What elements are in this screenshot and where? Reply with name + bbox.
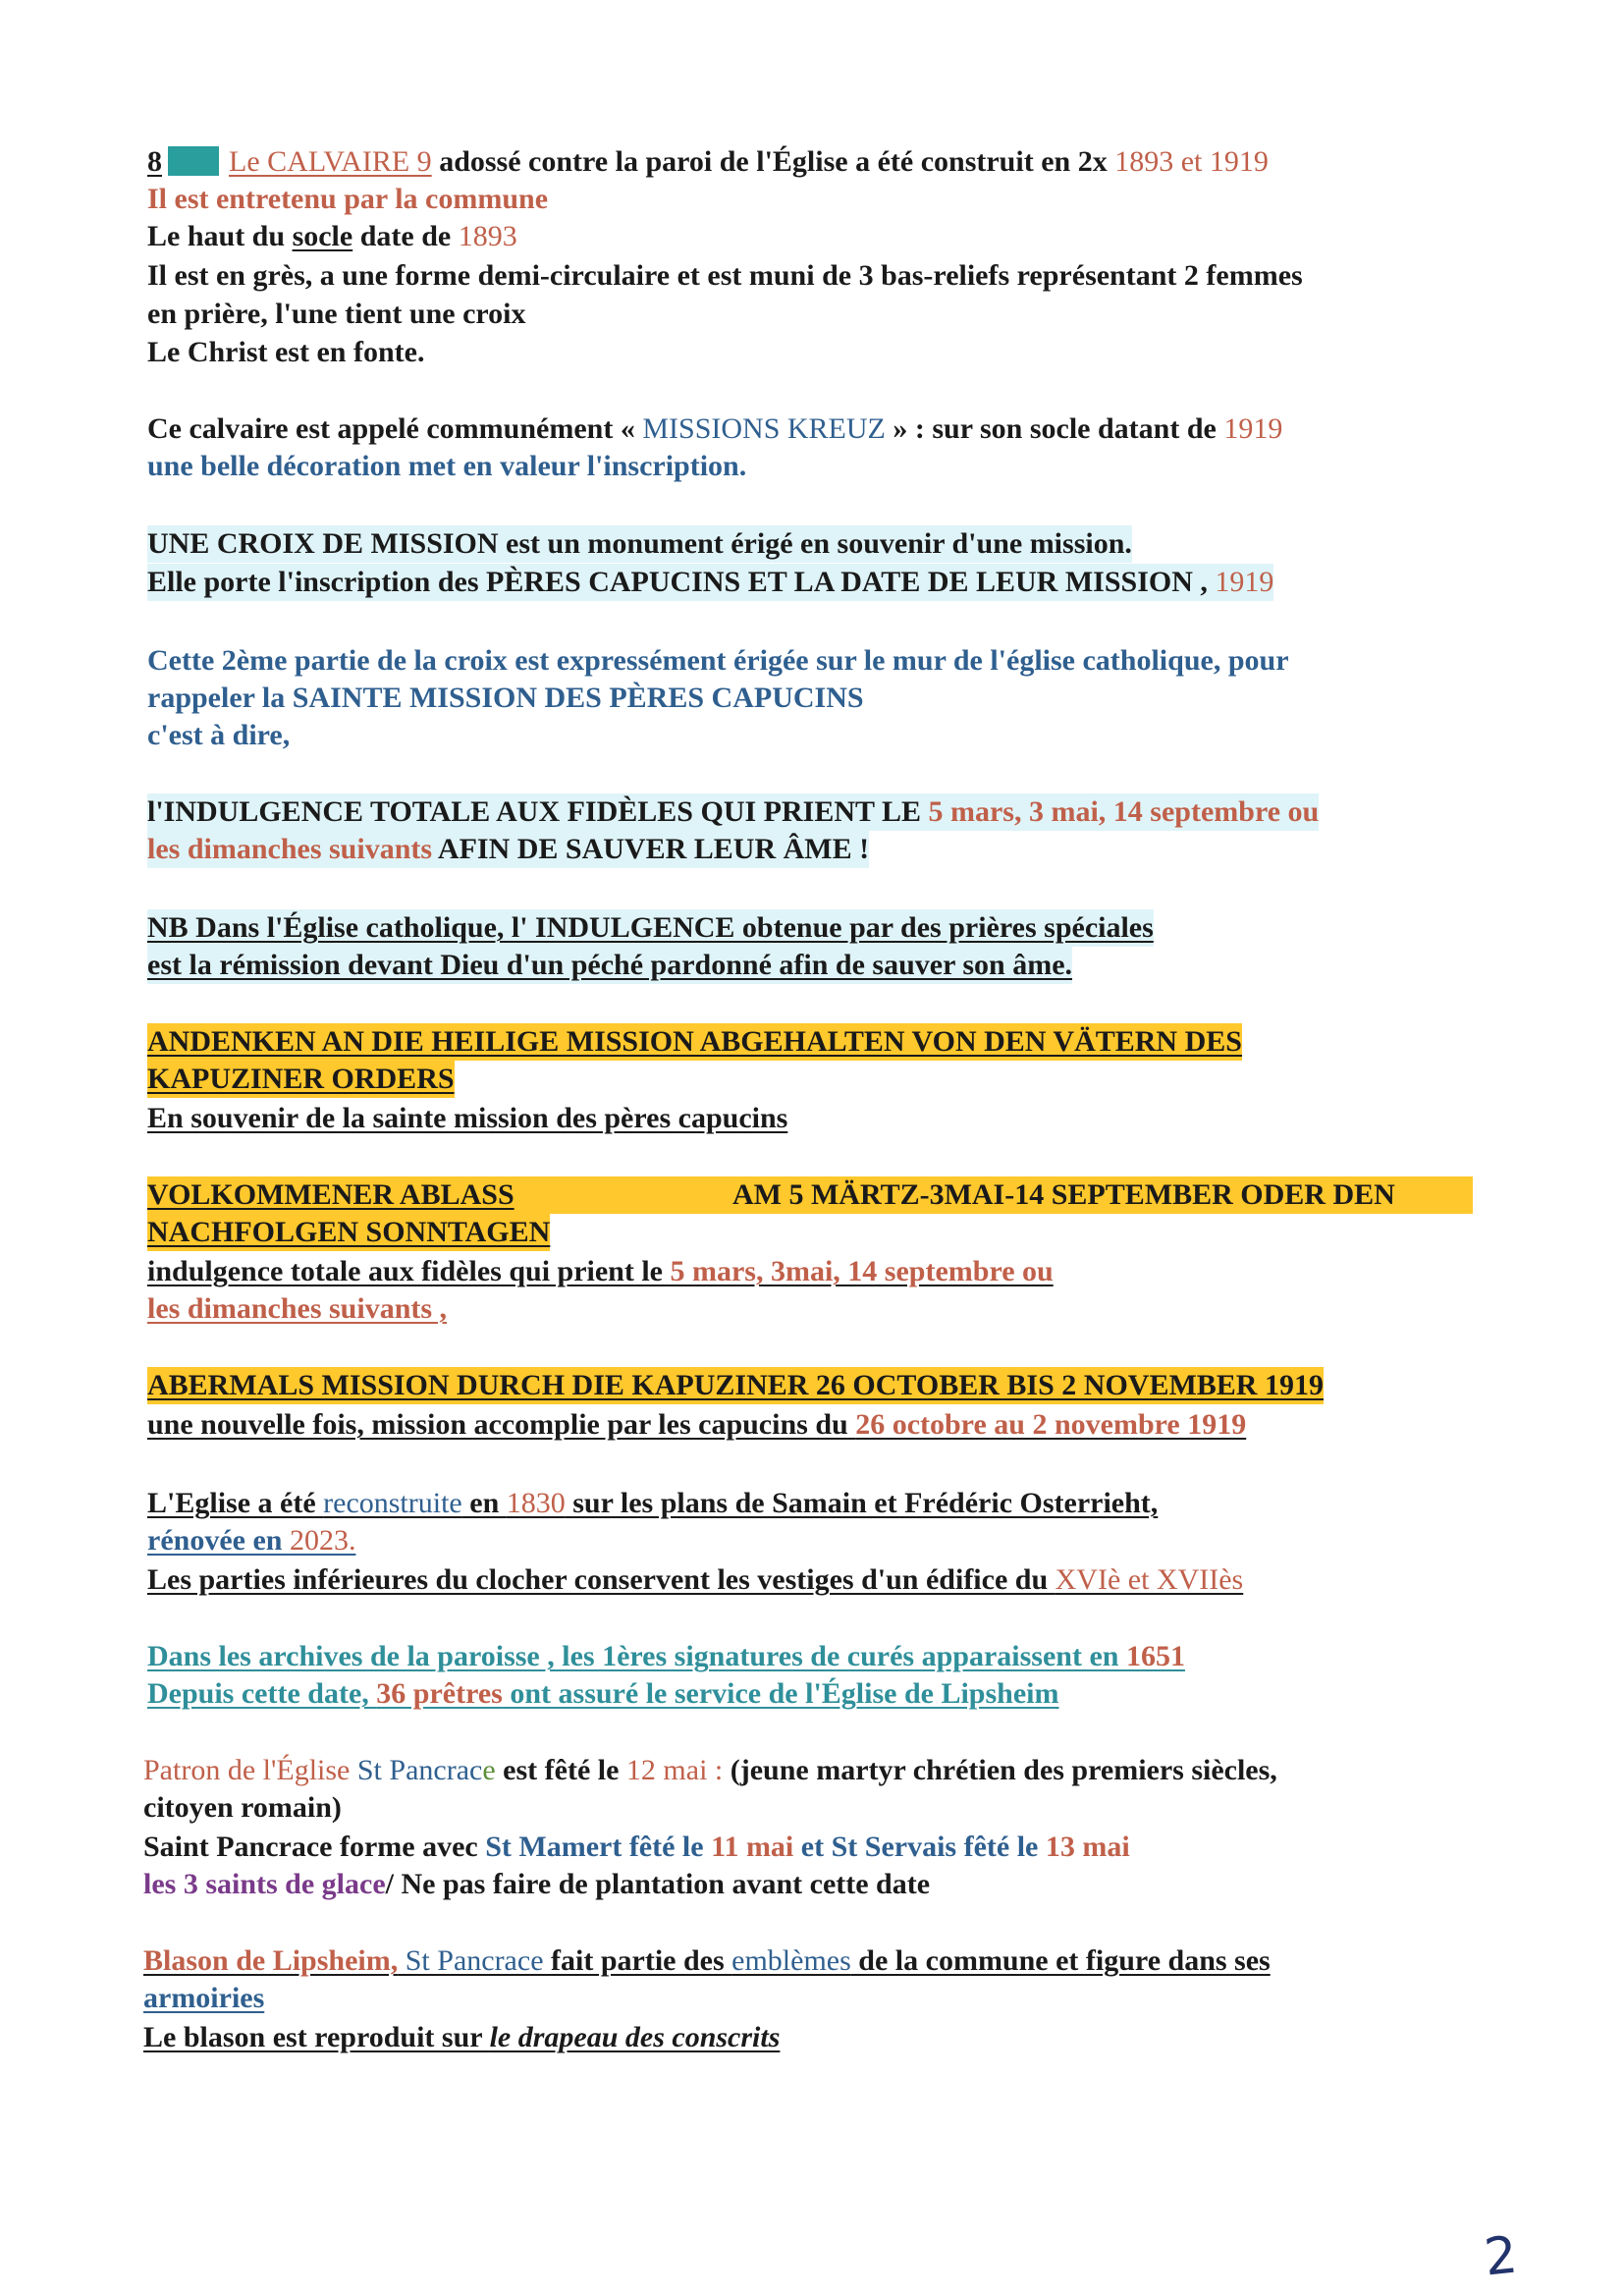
socle-line: Le haut du socle date de 1893 [147, 220, 517, 252]
gres-line: Il est en grès, a une forme demi-circulaire et est muni de 3 bas-reliefs représentant 2 femmes [147, 259, 1303, 292]
calvaire-line: 8 Le CALVAIRE 9 adossé contre la paroi de l'Église a été construit en 2x 1893 et 1919 [147, 145, 1269, 178]
missions-kreuz-line: Ce calvaire est appelé communément « MISSIONS KREUZ » : sur son socle datant de 1919 [147, 412, 1283, 445]
maintenance-line: Il est entretenu par la commune [147, 183, 549, 215]
dimanches-suivants-line: les dimanches suivants , [147, 1292, 448, 1325]
armoiries-line: armoiries [143, 1982, 265, 2014]
nb-line: NB Dans l'Église catholique, l' INDULGENCE obtenue par des prières spéciales [147, 909, 1154, 947]
remission-line: est la rémission devant Dieu d'un péché pardonné afin de sauver son âme. [147, 947, 1072, 984]
nouvelle-fois-line: une nouvelle fois, mission accomplie par les capucins du 26 octobre au 2 novembre 1919 [147, 1408, 1247, 1441]
volkommener-line: VOLKOMMENER ABLASS AM 5 MÄRTZ-3MAI-14 SEPTEMBER ODER DEN [147, 1176, 1473, 1214]
deuxieme-partie-line: Cette 2ème partie de la croix est expressément érigée sur le mur de l'église catholique, pour [147, 644, 1289, 677]
archives-line: Dans les archives de la paroisse , les 1ères signatures de curés apparaissent en 1651 [147, 1640, 1185, 1672]
patron-line: Patron de l'Église St Pancrace est fêté le 12 mai : (jeune martyr chrétien des premiers siècles, [143, 1754, 1277, 1786]
citoyen-line: citoyen romain) [143, 1791, 342, 1824]
pretres-line: Depuis cette date, 36 prêtres ont assuré le service de l'Église de Lipsheim [147, 1677, 1059, 1710]
renovee-line: rénovée en 2023. [147, 1524, 356, 1557]
sainte-mission-line: rappeler la SAINTE MISSION DES PÈRES CAPUCINS [147, 682, 864, 714]
dimanches-line: les dimanches suivants AFIN DE SAUVER LEUR ÂME ! [147, 831, 869, 868]
decoration-line: une belle décoration met en valeur l'inscription. [147, 450, 747, 482]
croix-mission-line: UNE CROIX DE MISSION est un monument érigé en souvenir d'une mission. [147, 525, 1132, 563]
clocher-line: Les parties inférieures du clocher conservent les vestiges d'un édifice du XVIè et XVIIès [147, 1563, 1244, 1596]
abermals-line: ABERMALS MISSION DURCH DIE KAPUZINER 26 OCTOBER BIS 2 NOVEMBER 1919 [147, 1367, 1324, 1404]
kapuziner-orders-line: KAPUZINER ORDERS [147, 1061, 455, 1098]
drapeau-line: Le blason est reproduit sur le drapeau des conscrits [143, 2021, 781, 2053]
nachfolgen-line: NACHFOLGEN SONNTAGEN [147, 1214, 550, 1251]
souvenir-line: En souvenir de la sainte mission des pères capucins [147, 1102, 788, 1134]
inscription-line: Elle porte l'inscription des PÈRES CAPUCINS ET LA DATE DE LEUR MISSION , 1919 [147, 564, 1273, 601]
indulgence-totale-line: indulgence totale aux fidèles qui prient le 5 mars, 3mai, 14 septembre ou [147, 1255, 1054, 1287]
page-number: 2 [1481, 2225, 1521, 2288]
reconstruite-line: L'Eglise a été reconstruite en 1830 sur les plans de Samain et Frédéric Osterrieht, [147, 1487, 1159, 1519]
saints-glace-line: les 3 saints de glace/ Ne pas faire de plantation avant cette date [143, 1868, 931, 1900]
blason-line: Blason de Lipsheim, St Pancrace fait partie des emblèmes de la commune et figure dans ses [143, 1944, 1271, 1977]
christ-line: Le Christ est en fonte. [147, 336, 425, 368]
teal-marker [168, 146, 219, 176]
andenken-line: ANDENKEN AN DIE HEILIGE MISSION ABGEHALTEN VON DEN VÄTERN DES [147, 1023, 1242, 1061]
indulgence-line: l'INDULGENCE TOTALE AUX FIDÈLES QUI PRIENT LE 5 mars, 3 mai, 14 septembre ou [147, 793, 1319, 831]
saint-pancrace-line: Saint Pancrace forme avec St Mamert fêté le 11 mai et St Servais fêté le 13 mai [143, 1831, 1130, 1863]
priere-line: en prière, l'une tient une croix [147, 298, 526, 330]
cest-a-dire-line: c'est à dire, [147, 719, 291, 751]
